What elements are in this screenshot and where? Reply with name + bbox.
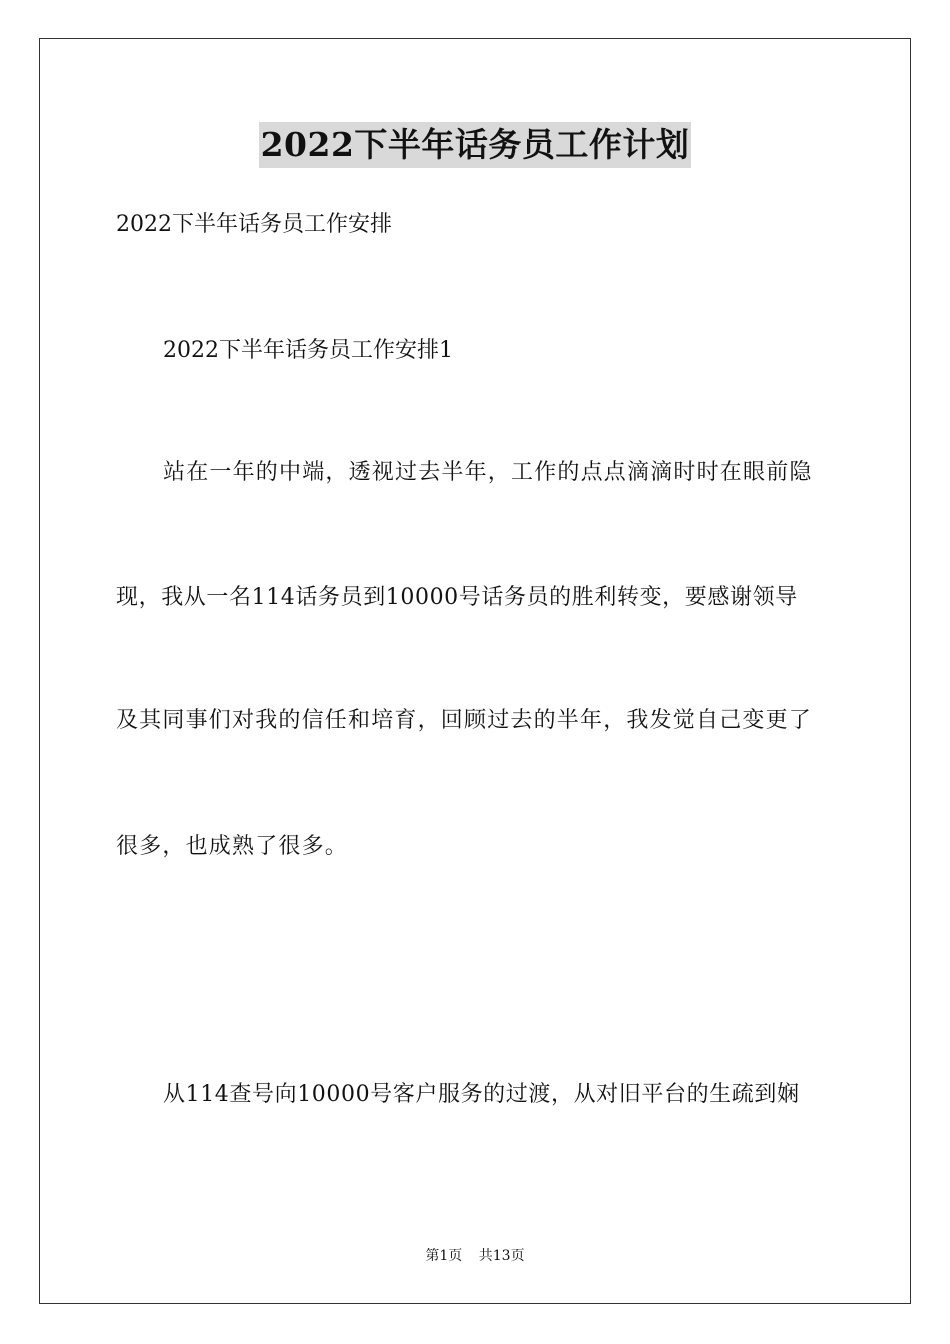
title-container <box>0 122 950 168</box>
page-number: 第1页 <box>425 1248 463 1264</box>
document-subtitle: 2022下半年话务员工作安排 <box>116 212 392 237</box>
paragraph-line: 现，我从一名114话务员到10000号话务员的胜利转变，要感谢领导 <box>116 585 798 610</box>
document-title: 2022下半年话务员工作计划 <box>259 122 692 168</box>
page-total: 共13页 <box>478 1248 525 1264</box>
section-heading: 2022下半年话务员工作安排1 <box>163 338 453 363</box>
paragraph-line: 从114查号向10000号客户服务的过渡，从对旧平台的生疏到娴 <box>163 1082 800 1107</box>
paragraph-line: 站在一年的中端，透视过去半年，工作的点点滴滴时时在眼前隐 <box>163 460 813 485</box>
paragraph-line: 及其同事们对我的信任和培育，回顾过去的半年，我发觉自己变更了 <box>116 708 813 733</box>
paragraph-line: 很多，也成熟了很多。 <box>116 834 349 859</box>
page-footer <box>0 1246 950 1266</box>
